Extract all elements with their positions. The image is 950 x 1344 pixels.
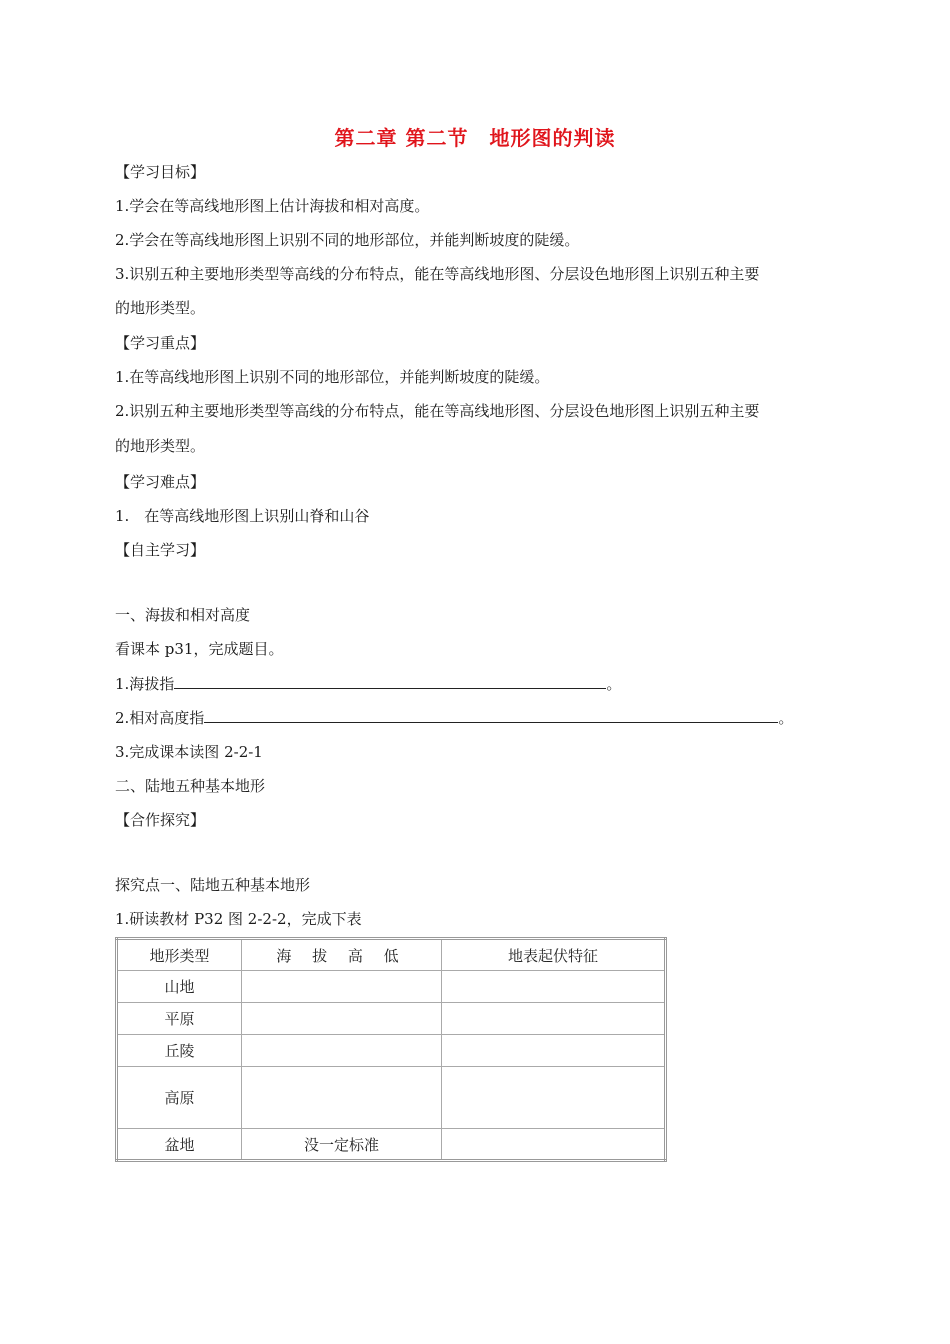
objective-3-cont: 的地形类型。 [115,299,206,317]
row-altitude-cell[interactable] [242,1067,442,1129]
question-2-answer-blank[interactable] [204,708,778,723]
instruction-read-textbook: 看课本 p31，完成题目。 [115,640,284,658]
objective-3: 3.识别五种主要地形类型等高线的分布特点，能在等高线地形图、分层设色地形图上识别五种主要 [115,265,760,283]
section-heading-self-study: 【自主学习】 [115,541,206,559]
row-relief-cell[interactable] [442,1035,666,1067]
question-2 [115,708,793,728]
table-row [117,1067,666,1129]
question-3: 3.完成课本读图 2-2-1 [115,743,263,761]
question-2-end: 。 [778,709,794,727]
header-relief-features: 地表起伏特征 [442,939,666,971]
table-row [117,971,666,1003]
table-row [117,1129,666,1161]
row-landform-name: 丘陵 [117,1035,242,1067]
row-altitude-cell[interactable] [242,971,442,1003]
table-row [117,1035,666,1067]
subsection-altitude: 一、海拔和相对高度 [115,606,251,624]
page-title: 第二章 第二节 地形图的判读 [334,126,616,150]
section-heading-key-points: 【学习重点】 [115,334,206,352]
subsection-landforms: 二、陆地五种基本地形 [115,777,266,795]
row-altitude-cell[interactable] [242,1003,442,1035]
row-relief-cell[interactable] [442,1129,666,1161]
row-landform-name: 盆地 [117,1129,242,1161]
landform-table [115,937,667,1162]
section-heading-cooperative: 【合作探究】 [115,811,206,829]
question-1-label: 1.海拔指 [115,675,175,693]
row-relief-cell[interactable] [442,1003,666,1035]
header-landform-type: 地形类型 [117,939,242,971]
row-landform-name: 山地 [117,971,242,1003]
row-altitude-cell[interactable] [242,1035,442,1067]
row-landform-name: 高原 [117,1067,242,1129]
row-landform-name: 平原 [117,1003,242,1035]
question-1-answer-blank[interactable] [174,674,606,689]
row-relief-cell[interactable] [442,1067,666,1129]
objective-2: 2.学会在等高线地形图上识别不同的地形部位，并能判断坡度的陡缓。 [115,231,580,249]
section-heading-objectives: 【学习目标】 [115,163,206,181]
difficulty-1: 1. 在等高线地形图上识别山脊和山谷 [115,507,370,525]
objective-1: 1.学会在等高线地形图上估计海拔和相对高度。 [115,197,430,215]
header-altitude: 海 拔 高 低 [242,939,442,971]
key-point-1: 1.在等高线地形图上识别不同的地形部位，并能判断坡度的陡缓。 [115,368,550,386]
row-altitude-cell: 没一定标准 [242,1129,442,1161]
question-1-end: 。 [606,675,622,693]
key-point-2-cont: 的地形类型。 [115,437,206,455]
table-row [117,1003,666,1035]
section-heading-difficulties: 【学习难点】 [115,473,206,491]
key-point-2: 2.识别五种主要地形类型等高线的分布特点，能在等高线地形图、分层设色地形图上识别五种主要 [115,402,760,420]
question-1 [115,674,621,694]
row-relief-cell[interactable] [442,971,666,1003]
table-header-row [117,939,666,971]
question-2-label: 2.相对高度指 [115,709,205,727]
inquiry-point-1: 探究点一、陆地五种基本地形 [115,876,311,894]
inquiry-instruction: 1.研读教材 P32 图 2-2-2，完成下表 [115,910,362,928]
